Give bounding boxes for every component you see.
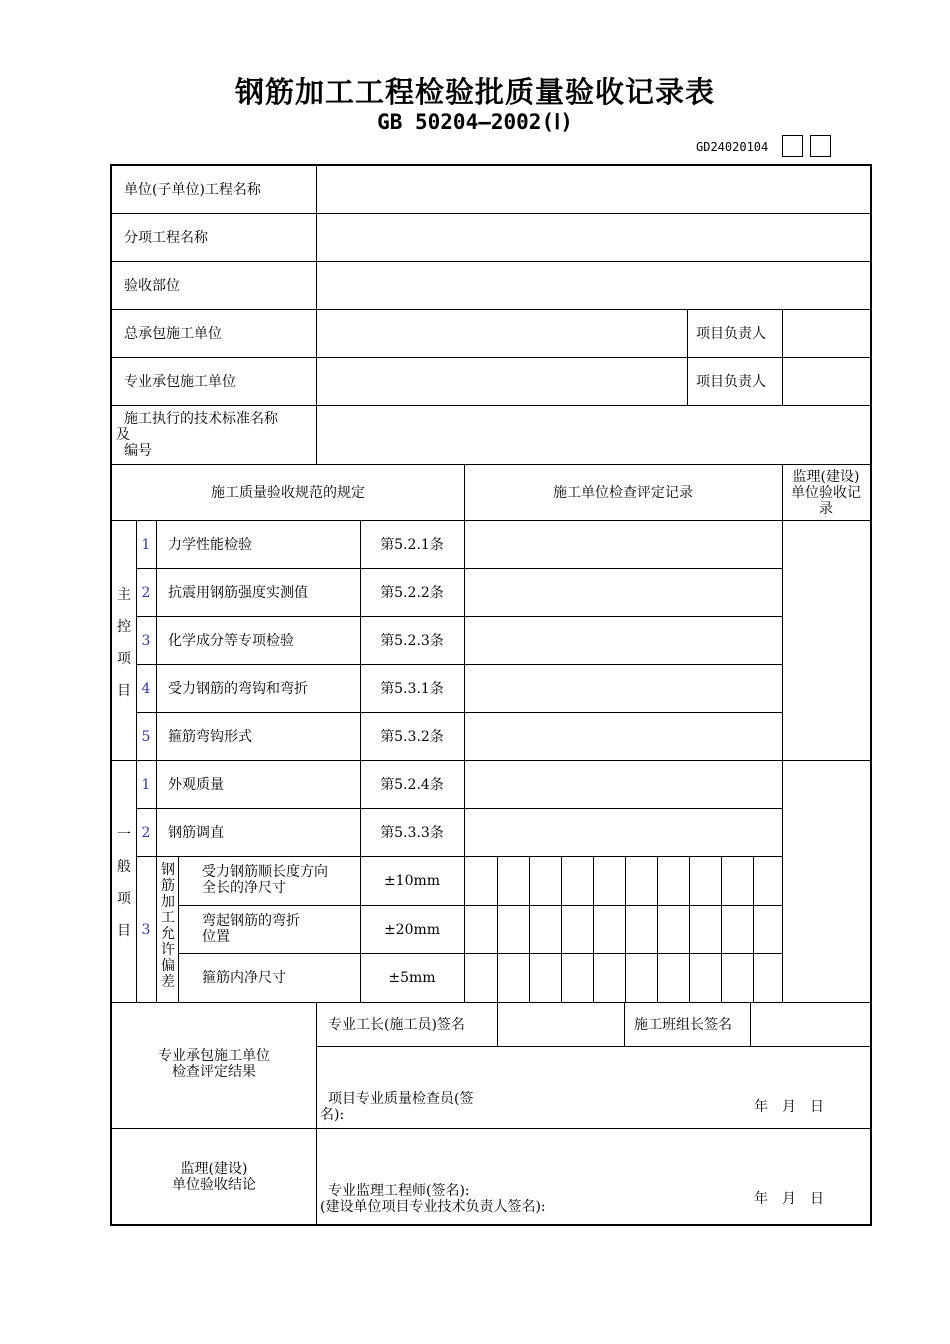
main-control-label-2: 控 xyxy=(117,619,131,635)
main-item-clause: 第5.3.2条 xyxy=(380,729,444,745)
main-control-label-3: 项 xyxy=(117,651,131,667)
general-item-record-field[interactable] xyxy=(465,809,781,855)
main-item-clause: 第5.2.1条 xyxy=(380,537,444,553)
tolerance-name: 受力钢筋顺长度方向 xyxy=(202,864,328,880)
general-supervisor-field[interactable] xyxy=(783,761,870,1001)
general-label-2: 般 xyxy=(117,859,131,875)
main-item-no: 2 xyxy=(141,585,151,601)
main-item-no: 4 xyxy=(141,681,151,697)
tolerance-value: ±5mm xyxy=(388,970,436,986)
contractor-date: 年 月 日 xyxy=(754,1099,824,1115)
general-contractor-field[interactable] xyxy=(317,310,686,356)
supervisor-conclusion-label: 监理(建设) xyxy=(180,1161,248,1177)
acceptance-part-label: 验收部位 xyxy=(124,278,180,294)
main-item-clause: 第5.3.1条 xyxy=(380,681,444,697)
sub-contractor-label: 专业承包施工单位 xyxy=(124,374,236,390)
contractor-result-label: 专业承包施工单位 xyxy=(158,1048,270,1064)
general-item-name: 外观质量 xyxy=(168,777,224,793)
main-item-name: 箍筋弯钩形式 xyxy=(168,729,252,745)
general-label-4: 目 xyxy=(117,923,131,939)
spec-column-header: 施工质量验收规范的规定 xyxy=(211,485,365,501)
standard-name-label-number: 编号 xyxy=(124,443,152,459)
form-title: 钢筋加工工程检验批质量验收记录表 xyxy=(234,75,715,109)
standard-name-label: 施工执行的技术标准名称 xyxy=(124,411,278,427)
team-leader-label: 施工班组长签名 xyxy=(634,1017,732,1033)
main-item-record-field[interactable] xyxy=(465,665,781,711)
general-item-clause: 第5.2.4条 xyxy=(380,777,444,793)
project-manager-label: 项目负责人 xyxy=(696,326,766,342)
inspector-label-2: 名): xyxy=(320,1107,345,1123)
form-code-box-2[interactable] xyxy=(810,135,831,157)
supervisor-engineer-label: 专业监理工程师(签名): xyxy=(328,1183,470,1199)
tolerance-item-no: 3 xyxy=(141,922,151,938)
record-column-header: 施工单位检查评定记录 xyxy=(553,485,693,501)
sub-project-label: 分项工程名称 xyxy=(124,230,208,246)
unit-project-field[interactable] xyxy=(317,167,870,212)
form-code-box-1[interactable] xyxy=(782,135,803,157)
standard-number: GB 50204—2002(Ⅰ) xyxy=(377,110,573,134)
main-item-name: 受力钢筋的弯钩和弯折 xyxy=(168,681,308,697)
inspection-form xyxy=(110,164,872,1226)
project-manager-label-2: 项目负责人 xyxy=(696,374,766,390)
main-item-no: 1 xyxy=(141,537,151,553)
sub-project-field[interactable] xyxy=(317,214,870,260)
main-item-no: 3 xyxy=(141,633,151,649)
form-code: GD24020104 xyxy=(696,140,769,154)
main-control-label-4: 目 xyxy=(117,683,131,699)
supervisor-conclusion-label-2: 单位验收结论 xyxy=(172,1177,256,1193)
foreman-signature-field[interactable] xyxy=(498,1003,623,1045)
project-manager-field[interactable] xyxy=(783,310,870,356)
tolerance-value: ±20mm xyxy=(383,922,441,938)
inspector-label: 项目专业质量检查员(签 xyxy=(328,1091,474,1107)
tolerance-name-line2: 全长的净尺寸 xyxy=(202,880,286,896)
project-manager-field-2[interactable] xyxy=(783,358,870,404)
tolerance-group-label: 钢 筋 加 工 允 许 偏 差 xyxy=(161,862,175,990)
sub-contractor-field[interactable] xyxy=(317,358,686,404)
main-item-record-field[interactable] xyxy=(465,569,781,615)
main-item-name: 抗震用钢筋强度实测值 xyxy=(168,585,308,601)
owner-tech-lead-label: (建设单位项目专业技术负责人签名): xyxy=(320,1199,546,1215)
tolerance-value: ±10mm xyxy=(383,873,441,889)
supervisor-column-header-2: 单位验收记 xyxy=(791,485,861,501)
contractor-result-label-2: 检查评定结果 xyxy=(172,1064,256,1080)
main-item-record-field[interactable] xyxy=(465,521,781,567)
main-control-label-1: 主 xyxy=(117,587,131,603)
general-item-record-field[interactable] xyxy=(465,761,781,807)
main-item-record-field[interactable] xyxy=(465,617,781,663)
tolerance-name: 弯起钢筋的弯折 xyxy=(202,913,300,929)
main-item-clause: 第5.2.3条 xyxy=(380,633,444,649)
supervisor-column-header-3: 录 xyxy=(819,501,833,517)
main-item-name: 力学性能检验 xyxy=(168,537,252,553)
main-item-name: 化学成分等专项检验 xyxy=(168,633,294,649)
general-item-no: 1 xyxy=(141,777,151,793)
general-item-clause: 第5.3.3条 xyxy=(380,825,444,841)
supervisor-column-header-1: 监理(建设) xyxy=(792,469,860,485)
unit-project-label: 单位(子单位)工程名称 xyxy=(124,182,261,198)
supervisor-date: 年 月 日 xyxy=(754,1191,824,1207)
tolerance-name-line2: 位置 xyxy=(202,929,230,945)
general-label-3: 项 xyxy=(117,891,131,907)
main-item-record-field[interactable] xyxy=(465,713,781,759)
general-item-name: 钢筋调直 xyxy=(168,825,224,841)
acceptance-part-field[interactable] xyxy=(317,262,870,308)
general-label-1: 一 xyxy=(117,827,131,843)
general-contractor-label: 总承包施工单位 xyxy=(124,326,222,342)
tolerance-name: 箍筋内净尺寸 xyxy=(202,970,286,986)
team-leader-signature-field[interactable] xyxy=(751,1003,870,1045)
main-control-supervisor-field[interactable] xyxy=(783,521,870,759)
standard-name-field[interactable] xyxy=(317,406,870,463)
main-item-clause: 第5.2.2条 xyxy=(380,585,444,601)
general-item-no: 2 xyxy=(141,825,151,841)
foreman-label: 专业工长(施工员)签名 xyxy=(328,1017,465,1033)
main-item-no: 5 xyxy=(141,729,151,745)
standard-name-label-and: 及 xyxy=(116,427,130,443)
